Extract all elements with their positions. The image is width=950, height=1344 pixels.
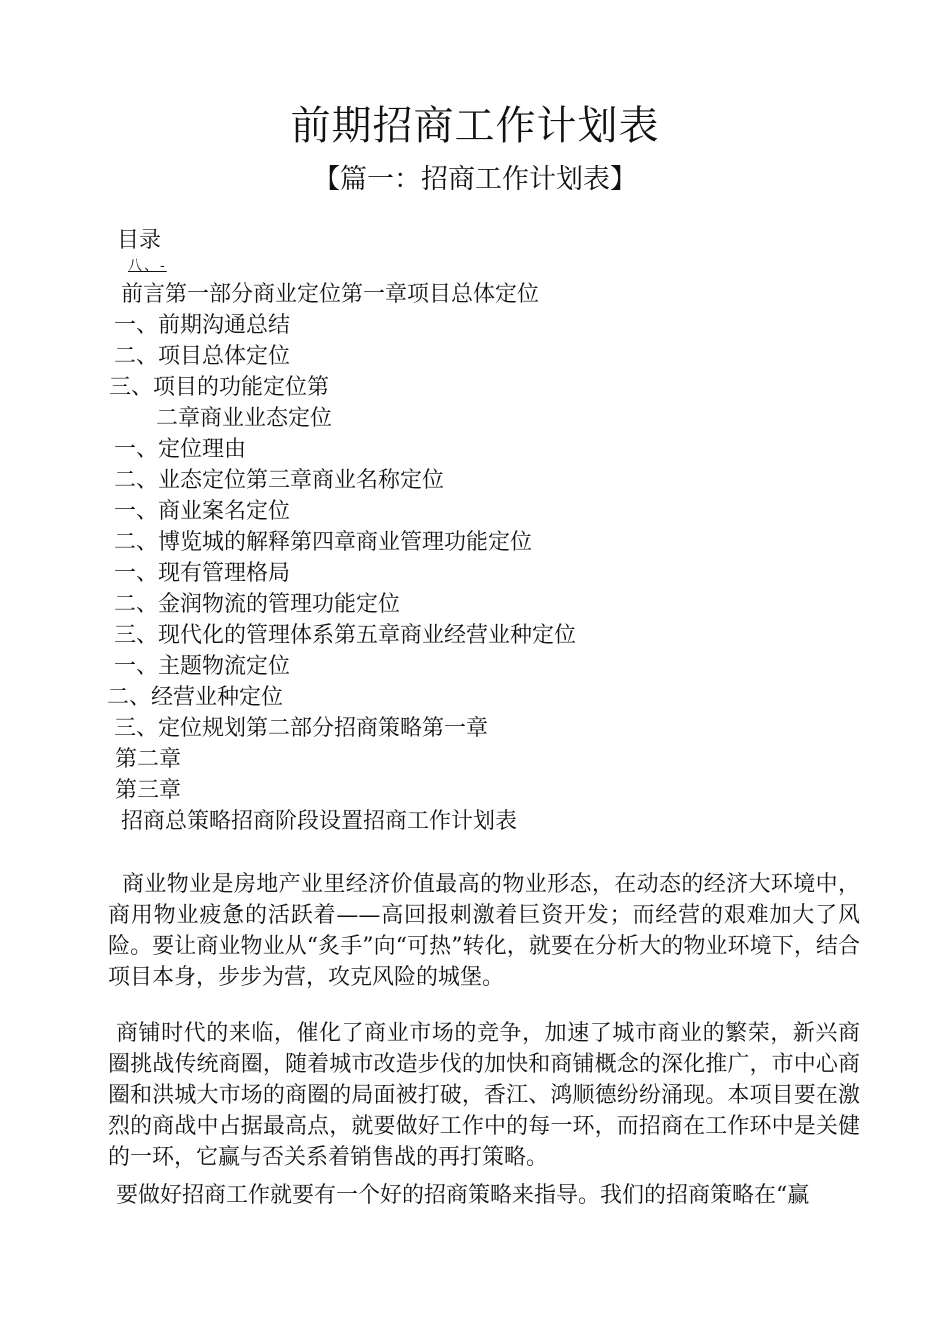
toc-line: 第三章 [115, 778, 182, 803]
toc-line: 招商总策略招商阶段设置招商工作计划表 [121, 809, 518, 834]
toc-line: 一、主题物流定位 [114, 654, 291, 679]
toc-line: 一、前期沟通总结 [114, 313, 291, 338]
toc-line: 二、经营业种定位 [107, 685, 284, 710]
body-paragraph: 商铺时代的来临，催化了商业市场的竞争，加速了城市商业的繁荣，新兴商圈挑战传统商圈，随着城市改造步伐的加快和商铺概念的深化推广，市中心商圈和洪城大市场的商圈的局面被打破，香江、鸿顺德纷纷涌现。本项目要在激烈的商战中占据最高点，就要做好工作中的每一环，而招商在工作环中是关健的一环，它赢与否关系着销售战的再打策略。 [108, 1021, 860, 1170]
toc-line: 二、博览城的解释第四章商业管理功能定位 [114, 530, 533, 555]
toc-line: 二、项目总体定位 [114, 344, 291, 369]
toc-line: 第二章 [115, 747, 182, 772]
toc-line: 前言第一部分商业定位第一章项目总体定位 [121, 282, 540, 307]
toc-line: 一、定位理由 [114, 437, 247, 462]
toc-line: 二、业态定位第三章商业名称定位 [114, 468, 445, 493]
toc-line: 二章商业业态定位 [156, 406, 333, 431]
toc-heading: 目录 [117, 228, 162, 253]
document-subtitle: 【篇一：招商工作计划表】 [313, 164, 637, 195]
body-paragraph: 要做好招商工作就要有一个好的招商策略来指导。我们的招商策略在“赢 [116, 1183, 810, 1208]
toc-line: 三、现代化的管理体系第五章商业经营业种定位 [114, 623, 577, 648]
toc-line: 二、金润物流的管理功能定位 [114, 592, 401, 617]
toc-line: 一、现有管理格局 [114, 561, 291, 586]
toc-line: 一、商业案名定位 [114, 499, 291, 524]
toc-mark: 八、- [128, 258, 167, 274]
body-paragraph: 商业物业是房地产业里经济价值最高的物业形态，在动态的经济大环境中，商用物业疲惫的活跃着——高回报刺激着巨资开发；而经营的艰难加大了风险。要让商业物业从“炙手”向“可热”转化，就要在分析大的物业环境下，结合项目本身，步步为营，攻克风险的城堡。 [108, 872, 860, 990]
page-title: 前期招商工作计划表 [290, 103, 660, 149]
toc-line: 三、定位规划第二部分招商策略第一章 [114, 716, 489, 741]
toc-line: 三、项目的功能定位第 [109, 375, 330, 400]
